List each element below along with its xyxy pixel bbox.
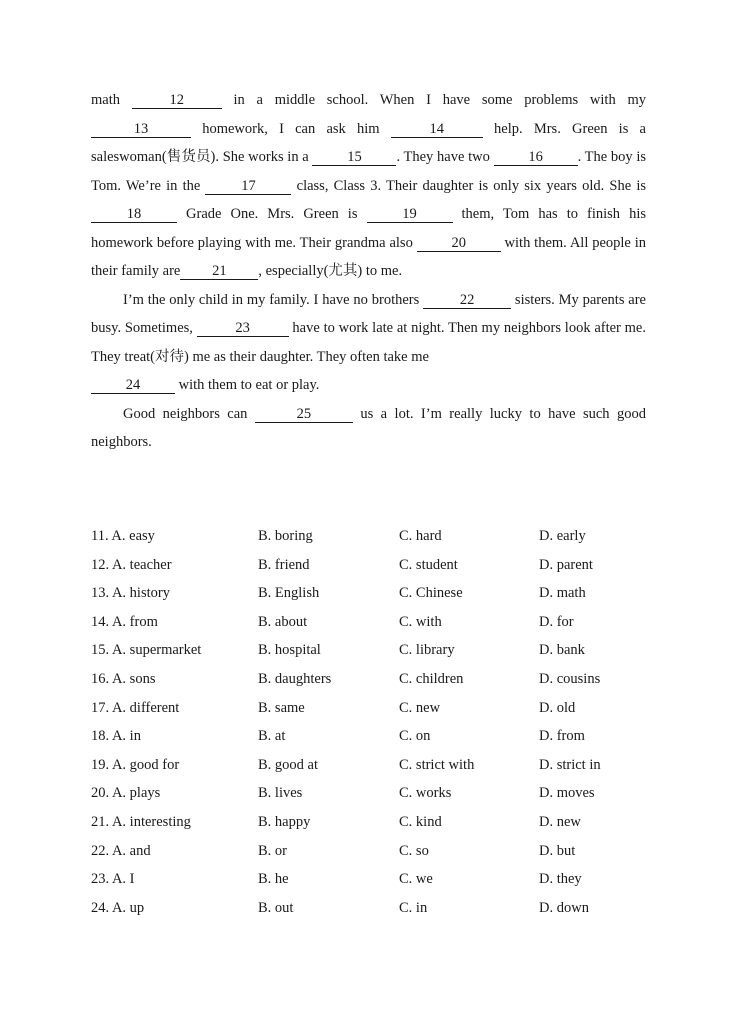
option-a: 22. A. and (91, 842, 151, 859)
passage-text: have to work late at night. Then my neighbors look after me. They treat(对待) me as their daughter. They often take me (91, 320, 646, 365)
option-b: B. or (258, 842, 287, 859)
blank-18: 18 (91, 206, 177, 223)
option-a: 19. A. good for (91, 756, 180, 773)
option-d: D. new (539, 813, 581, 830)
option-a: 23. A. I (91, 871, 135, 888)
paragraph-3 (91, 400, 646, 457)
passage-text: class, Class 3. Their daughter is only six years old. She is (291, 177, 646, 194)
option-row (91, 808, 651, 837)
passage-text: I’m the only child in my family. I have no brothers (123, 291, 424, 308)
option-c: C. new (399, 699, 441, 716)
passage-text: . The boy is Tom. We’re in the (91, 149, 647, 194)
cloze-passage (91, 86, 646, 457)
option-d: D. parent (539, 556, 593, 573)
passage-text: us a lot. I’m really lucky to have such good neighbors. (91, 405, 646, 450)
option-d: D. cousins (539, 670, 601, 687)
option-c: C. in (399, 899, 428, 916)
blank-25: 25 (255, 406, 353, 423)
option-c: C. children (399, 670, 464, 687)
passage-text: sisters. My parents are busy. Sometimes, (91, 291, 646, 336)
option-b: B. happy (258, 813, 311, 830)
option-row (91, 779, 651, 808)
option-b: B. daughters (258, 670, 332, 687)
option-row (91, 751, 651, 780)
option-c: C. on (399, 728, 431, 745)
blank-13: 13 (91, 121, 191, 138)
option-d: D. math (539, 585, 586, 602)
blank-16: 16 (494, 149, 578, 166)
blank-12: 12 (132, 92, 222, 109)
option-d: D. from (539, 728, 585, 745)
passage-text: Grade One. Mrs. Green is (177, 206, 367, 222)
option-b: B. lives (258, 785, 303, 802)
option-d: D. bank (539, 642, 585, 659)
passage-text: . They have two (396, 149, 494, 165)
blank-14: 14 (391, 121, 483, 138)
option-a: 24. A. up (91, 899, 145, 916)
option-c: C. Chinese (399, 585, 463, 602)
option-row (91, 837, 651, 866)
paragraph-2 (91, 286, 646, 400)
option-c: C. kind (399, 813, 442, 830)
blank-24: 24 (91, 377, 175, 394)
option-d: D. but (539, 842, 576, 859)
passage-text: Good neighbors can (123, 405, 255, 422)
option-a: 20. A. plays (91, 785, 161, 802)
option-b: B. boring (258, 528, 313, 544)
option-b: B. good at (258, 756, 319, 773)
option-a: 18. A. in (91, 728, 141, 745)
option-c: C. library (399, 642, 455, 659)
option-a: 17. A. different (91, 699, 180, 716)
blank-22: 22 (423, 292, 511, 309)
passage-text: them, Tom has to finish his homework before playing with me. Their grandma also (91, 206, 646, 251)
passage-text: with them to eat or play. (175, 377, 320, 393)
option-b: B. about (258, 613, 308, 630)
option-a: 14. A. from (91, 613, 158, 630)
option-c: C. with (399, 613, 442, 630)
option-b: B. at (258, 728, 286, 745)
option-row (91, 665, 651, 694)
option-a: 16. A. sons (91, 670, 156, 687)
option-d: D. down (539, 899, 589, 916)
option-row (91, 551, 651, 580)
option-a: 11. A. easy (91, 528, 155, 544)
option-c: C. strict with (399, 756, 475, 773)
option-row (91, 865, 651, 894)
option-row (91, 694, 651, 723)
passage-text: homework, I can ask him (191, 120, 391, 137)
option-row (91, 522, 651, 551)
passage-text: with them. All people in their family are (91, 234, 646, 279)
option-d: D. they (539, 871, 582, 888)
blank-21: 21 (180, 263, 258, 280)
blank-17: 17 (205, 178, 291, 195)
option-d: D. for (539, 613, 574, 630)
option-b: B. out (258, 899, 294, 916)
option-b: B. hospital (258, 642, 321, 659)
option-d: D. old (539, 699, 576, 716)
option-row (91, 608, 651, 637)
blank-19: 19 (367, 206, 453, 223)
option-row (91, 636, 651, 665)
option-c: C. student (399, 556, 458, 573)
passage-text: math (91, 92, 132, 108)
passage-text: , especially(尤其) to me. (258, 263, 403, 279)
blank-20: 20 (417, 235, 501, 252)
option-c: C. we (399, 871, 433, 888)
option-a: 12. A. teacher (91, 556, 172, 573)
option-b: B. English (258, 585, 320, 602)
option-d: D. early (539, 528, 586, 544)
passage-text: in a middle school. When I have some problems with my (221, 92, 646, 108)
passage-text: help. Mrs. Green is a saleswoman(售货员). She works in a (91, 120, 646, 165)
option-c: C. so (399, 842, 429, 859)
option-b: B. same (258, 699, 305, 716)
option-row (91, 579, 651, 608)
option-c: C. works (399, 785, 452, 802)
option-d: D. moves (539, 785, 595, 802)
option-a: 21. A. interesting (91, 813, 191, 830)
option-row (91, 722, 651, 751)
answer-options (91, 522, 651, 922)
blank-15: 15 (312, 149, 396, 166)
option-a: 13. A. history (91, 585, 170, 602)
option-a: 15. A. supermarket (91, 642, 202, 659)
option-row (91, 894, 651, 923)
blank-23: 23 (197, 320, 289, 337)
paragraph-1 (91, 86, 646, 286)
option-d: D. strict in (539, 756, 601, 773)
option-b: B. friend (258, 556, 310, 573)
option-b: B. he (258, 871, 289, 888)
option-c: C. hard (399, 528, 442, 544)
